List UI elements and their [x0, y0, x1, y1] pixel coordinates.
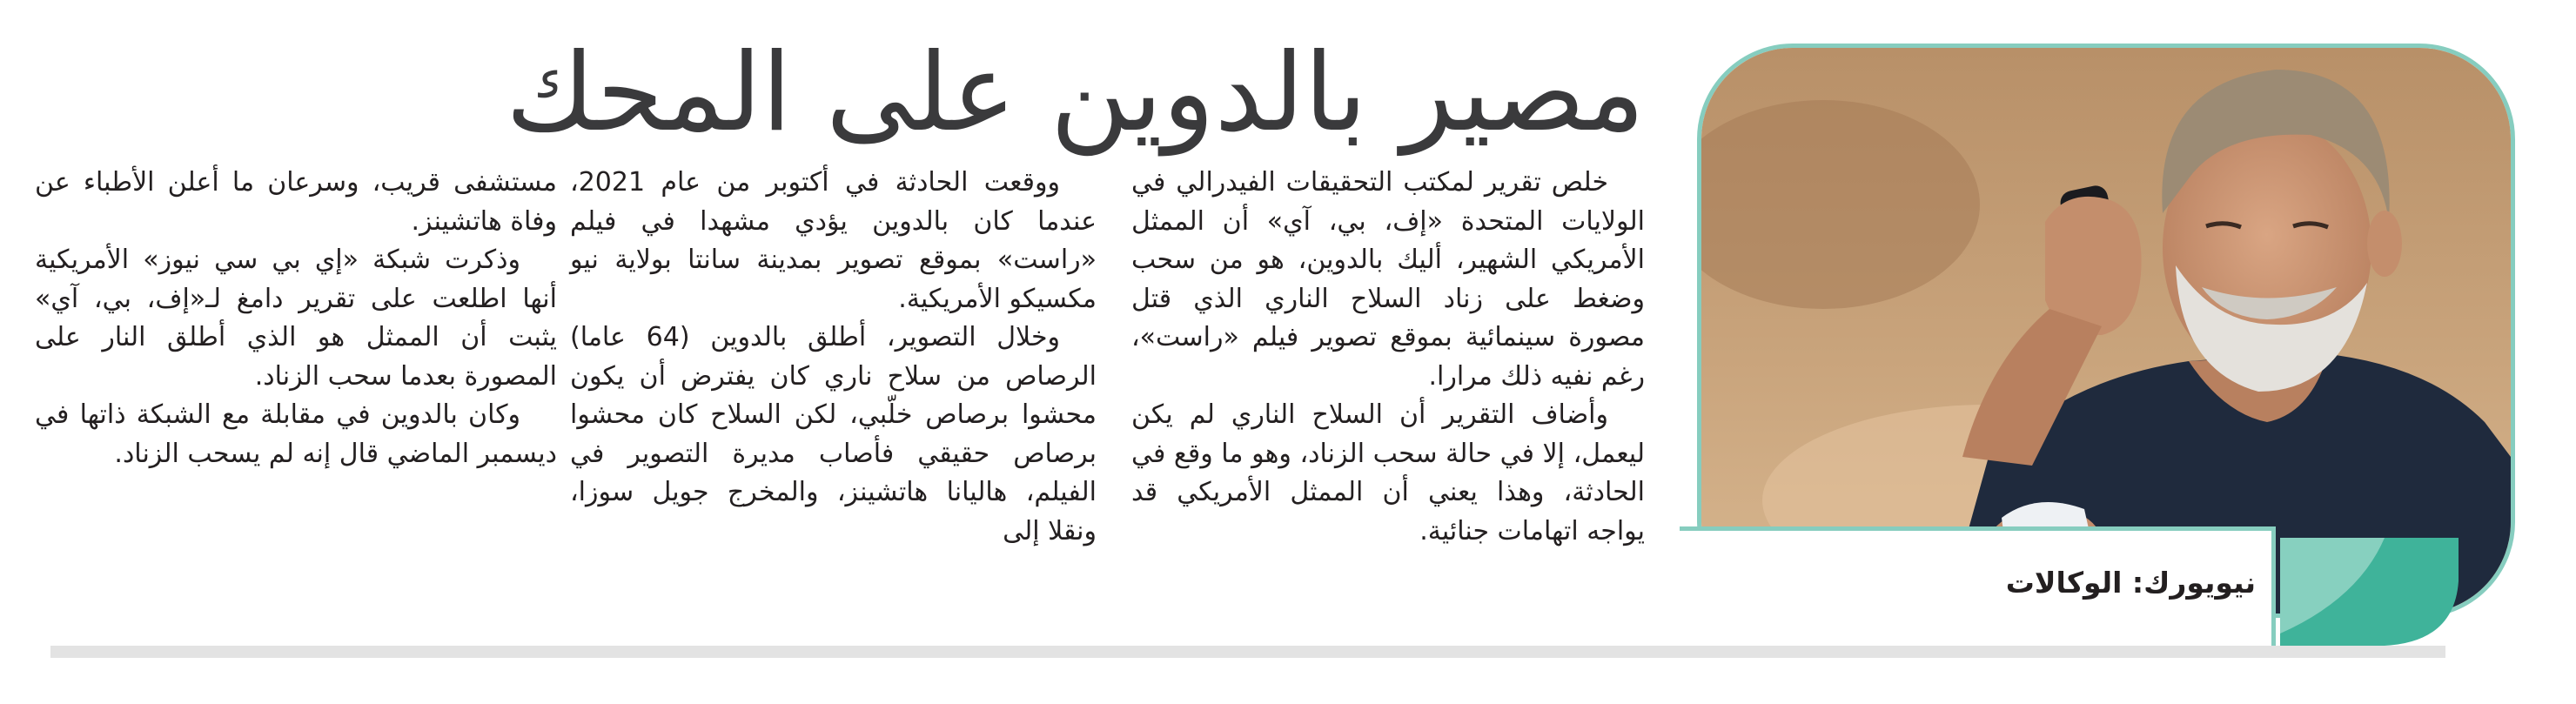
- article-column-1: [1131, 164, 1645, 551]
- photo-caption-box: [1680, 526, 2276, 657]
- paragraph: وأضاف التقرير أن السلاح الناري لم يكن ليعمل، إلا في حالة سحب الزناد، وهو ما وقع في الحادثة، وهذا يعني أن الممثل الأمريكي قد يواجه اتهامات جنائية.: [1131, 399, 1645, 546]
- headline: مصير بالدوين على المحك: [506, 30, 1645, 156]
- decorative-accent-shape: [2280, 538, 2459, 646]
- paragraph: مستشفى قريب، وسرعان ما أعلن الأطباء عن وفاة هاتشينز.: [35, 167, 557, 237]
- paragraph: خلص تقرير لمكتب التحقيقات الفيدرالي في الولايات المتحدة «إف، بي، آي» أن الممثل الأمريكي الشهير، أليك بالدوين، هو من سحب وضغط على زناد السلاح الناري الذي قتل مصورة سينمائية بموقع تصوير فيلم «راست»، رغم نفيه ذلك مرارا.: [1131, 167, 1645, 392]
- paragraph: وذكرت شبكة «إي بي سي نيوز» الأمريكية أنها اطلعت على تقرير دامغ لـ«إف، بي، آي» يثبت أن الممثل هو الذي أطلق النار على المصورة بعدما سحب الزناد.: [35, 245, 557, 392]
- article-column-3: [35, 164, 557, 473]
- paragraph: ووقعت الحادثة في أكتوبر من عام 2021، عندما كان بالدوين يؤدي مشهدا في فيلم «راست» بموقع تصوير بمدينة سانتا بولاية نيو مكسيكو الأمريكية.: [570, 167, 1097, 314]
- bottom-divider: [50, 646, 2445, 658]
- paragraph: وخلال التصوير، أطلق بالدوين (64 عاما) الرصاص من سلاح ناري كان يفترض أن يكون محشوا برصاص خلّبي، لكن السلاح كان محشوا برصاص حقيقي فأصاب مديرة التصوير في الفيلم، هاليانا هاتشينز، والمخرج جويل سوزا، ونقلا إلى: [570, 322, 1097, 546]
- photo-caption: نيويورك: الوكالات: [2005, 566, 2256, 600]
- paragraph: وكان بالدوين في مقابلة مع الشبكة ذاتها في ديسمبر الماضي قال إنه لم يسحب الزناد.: [35, 399, 557, 469]
- article-column-2: [570, 164, 1097, 551]
